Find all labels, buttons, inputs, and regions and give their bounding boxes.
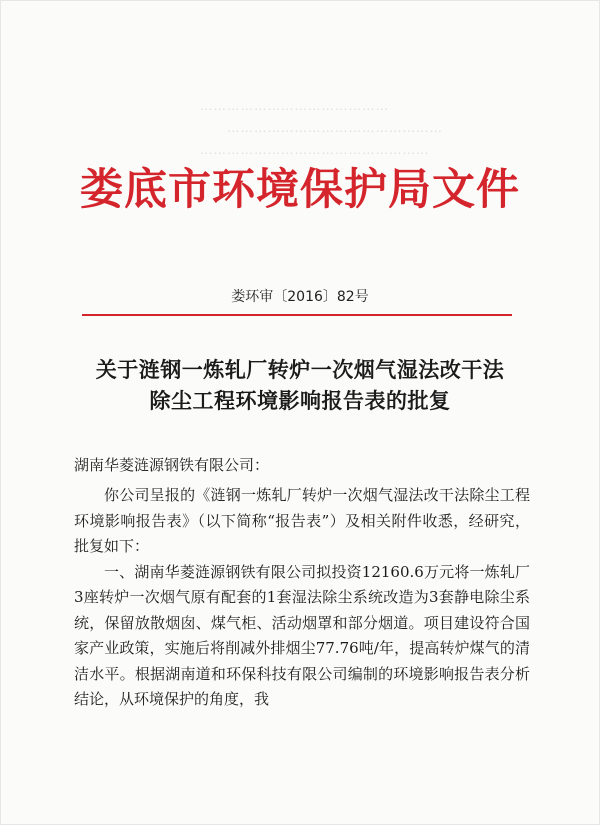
paragraph-2: 一、湖南华菱涟源钢铁有限公司拟投资12160.6万元将一炼轧厂3座转炉一次烟气原有配套的1套湿法除尘系统改造为3套静电除尘系统，保留放散烟囱、煤气柜、活动烟罩和部分烟道。项目建设符合国家产业政策，实施后将削减外排烟尘77.76吨/年，提高转炉煤气的清洁水平。根据湖南道和环保科技有限公司编制的环境影响报告表分析结论，从环境保护的角度，我 [74,562,530,708]
letterhead-title: 娄底市环境保护局文件 [80,165,520,215]
document-number: 娄环审〔2016〕82号 [231,289,369,305]
salutation: 湖南华菱涟源钢铁有限公司： [74,456,270,474]
document-title [60,355,540,417]
document-body [74,483,530,713]
red-divider-line [82,314,512,316]
show-through-text: …………………………………… ………………………………………… …………………………………………… [200,98,444,157]
title-line-2: 除尘工程环境影响报告表的批复 [149,389,451,413]
paragraph-1: 你公司呈报的《涟钢一炼轧厂转炉一次烟气湿法改干法除尘工程环境影响报告表》（以下简称“报告表”）及相关附件收悉，经研究，批复如下： [74,486,530,555]
title-line-1: 关于涟钢一炼轧厂转炉一次烟气湿法改干法 [95,358,505,382]
